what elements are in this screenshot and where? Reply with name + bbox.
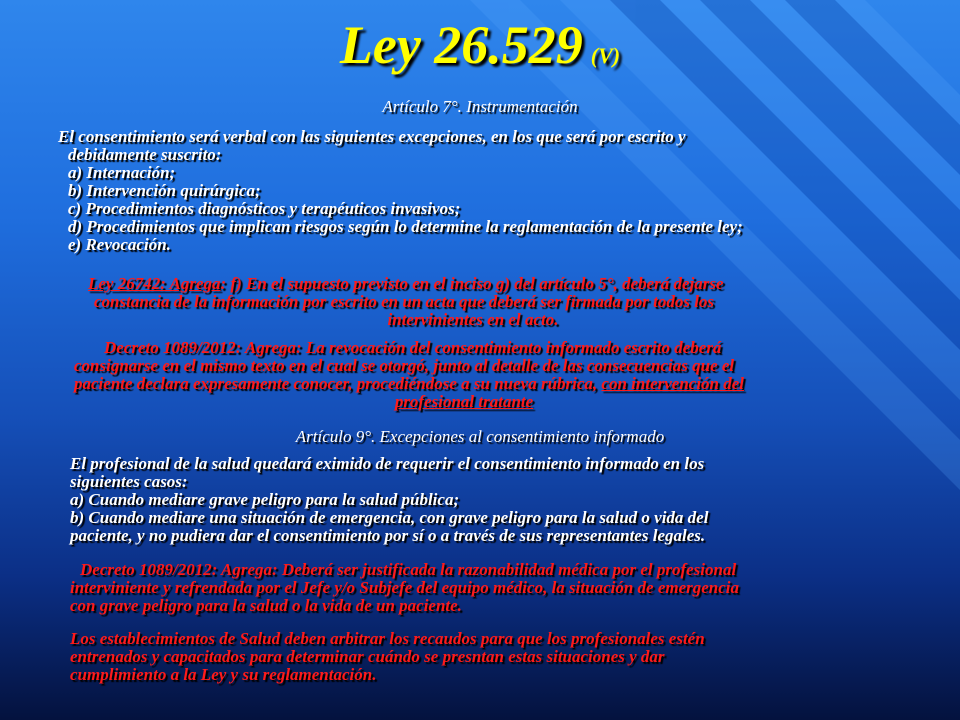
- title-main: Ley 26.529: [339, 15, 583, 75]
- article-9-item-b: b) Cuando mediare una situación de emergencia, con grave peligro para la salud o vida del: [70, 508, 709, 527]
- ley-26742-link[interactable]: Ley 26742: Agrega: [88, 274, 221, 293]
- article-7-item-c: c) Procedimientos diagnósticos y terapéuticos invasivos;: [68, 199, 461, 218]
- article-7-body: [58, 128, 948, 254]
- decree-justification-line-3: con grave peligro para la salud o la vida de un paciente.: [70, 596, 462, 615]
- amendment-decreto-line-3-text: paciente declara expresamente conocer, procediéndose a su nueva rúbrica,: [74, 374, 602, 393]
- amendment-ley-26742-line-1: [88, 275, 948, 293]
- article-9-heading: Artículo 9°. Excepciones al consentimiento informado: [295, 427, 665, 446]
- decree-justification-line-2: interviniente y refrendada por el Jefe y/o Subjefe del equipo médico, la situación de emergencia: [70, 578, 740, 597]
- amendment-decreto-1089-justification: [70, 561, 950, 615]
- closing-line-2: entrenados y capacitados para determinar cuándo se presntan estas situaciones y dar: [70, 647, 665, 666]
- article-7-item-e: e) Revocación.: [68, 235, 171, 254]
- amendment-decreto-line-3: [74, 375, 954, 393]
- decree-justification-line-1: Decreto 1089/2012: Agrega: Deberá ser justificada la razonabilidad médica por el profesional: [80, 560, 737, 579]
- amendment-decreto-line-2: consignarse en el mismo texto en el cual se otorgó, junto al detalle de las consecuencias que el: [74, 356, 735, 375]
- amendment-ley-26742-line-3: intervinientes en el acto.: [387, 310, 559, 329]
- article-7-item-d: d) Procedimientos que implican riesgos según lo determine la reglamentación de la presente ley;: [68, 217, 743, 236]
- amendment-decreto-line-1: Decreto 1089/2012: Agrega: La revocación del consentimiento informado escrito deberá: [104, 338, 722, 357]
- closing-line-3: cumplimiento a la Ley y su reglamentación.: [70, 665, 377, 684]
- article-9-body: [70, 455, 950, 545]
- amendment-ley-26742-line-1-rest: : f) En el supuesto previsto en el inciso g) del artículo 5°, deberá dejarse: [220, 274, 724, 293]
- closing-paragraph: [70, 630, 950, 684]
- amendment-ley-26742-line-2: constancia de la información por escrito en un acta que deberá ser firmada por todos los: [94, 292, 715, 311]
- amendment-decreto-1089-revocation: [74, 339, 954, 411]
- article-9-line-2: siguientes casos:: [70, 472, 188, 491]
- article-7-heading: Artículo 7°. Instrumentación: [382, 97, 578, 116]
- article-7-item-a: a) Internación;: [68, 163, 176, 182]
- article-9-line-1: El profesional de la salud quedará eximido de requerir el consentimiento informado en los: [70, 454, 705, 473]
- profesional-tratante-link[interactable]: profesional tratante: [394, 392, 534, 411]
- title-suffix: (V): [590, 43, 621, 68]
- article-7-intro-line-1: El consentimiento será verbal con las siguientes excepciones, en los que será por escrito y: [58, 127, 686, 146]
- slide-title: [0, 14, 960, 76]
- amendment-ley-26742: [88, 275, 948, 329]
- article-9-item-b-cont: paciente, y no pudiera dar el consentimiento por sí o a través de sus representantes legales.: [70, 526, 706, 545]
- closing-line-1: Los establecimientos de Salud deben arbitrar los recaudos para que los profesionales estén: [70, 629, 705, 648]
- article-7-item-b: b) Intervención quirúrgica;: [68, 181, 261, 200]
- article-9-item-a: a) Cuando mediare grave peligro para la salud pública;: [70, 490, 460, 509]
- con-intervencion-link[interactable]: con intervención del: [601, 374, 745, 393]
- article-7-intro-line-2: debidamente suscrito:: [68, 145, 222, 164]
